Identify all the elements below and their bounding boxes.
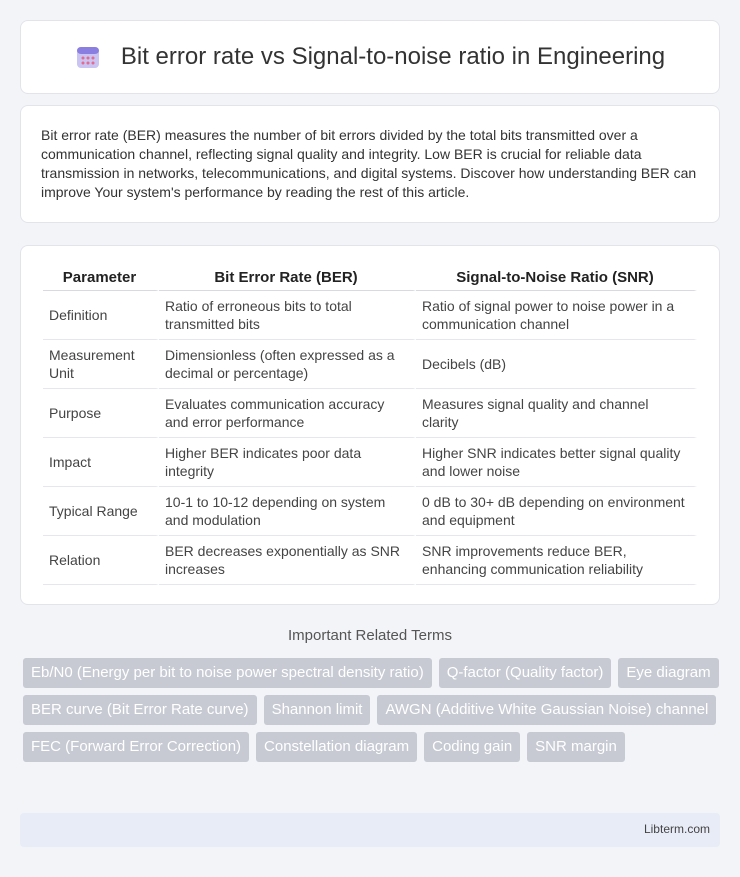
table-row xyxy=(43,536,697,585)
table-cell: Measurement Unit xyxy=(43,340,159,389)
intro-card xyxy=(20,105,720,223)
table-cell: Higher SNR indicates better signal quality and lower noise xyxy=(416,438,697,487)
term-tag[interactable]: Eye diagram xyxy=(618,658,718,688)
table-cell: BER decreases exponentially as SNR increases xyxy=(159,536,416,585)
table-row xyxy=(43,340,697,389)
table-cell: 0 dB to 30+ dB depending on environment and equipment xyxy=(416,487,697,536)
footer-site-link[interactable]: Libterm.com xyxy=(643,822,710,836)
comparison-table xyxy=(43,266,697,585)
table-row xyxy=(43,487,697,536)
table-cell: Evaluates communication accuracy and error performance xyxy=(159,389,416,438)
table-cell: Definition xyxy=(43,291,159,340)
table-cell: Decibels (dB) xyxy=(416,340,697,389)
table-cell: Relation xyxy=(43,536,159,585)
table-row xyxy=(43,389,697,438)
table-cell: Ratio of signal power to noise power in a communication channel xyxy=(416,291,697,340)
term-tag[interactable]: SNR margin xyxy=(527,732,625,762)
table-cell: Purpose xyxy=(43,389,159,438)
table-cell: Dimensionless (often expressed as a decimal or percentage) xyxy=(159,340,416,389)
comparison-card xyxy=(20,245,720,605)
related-terms-list xyxy=(23,658,723,762)
table-cell: Ratio of erroneous bits to total transmitted bits xyxy=(159,291,416,340)
table-header-row xyxy=(43,266,697,291)
term-tag[interactable]: AWGN (Additive White Gaussian Noise) channel xyxy=(377,695,716,725)
table-cell: Typical Range xyxy=(43,487,159,536)
term-tag[interactable]: Coding gain xyxy=(424,732,520,762)
column-header: Bit Error Rate (BER) xyxy=(159,266,416,291)
term-tag[interactable]: Shannon limit xyxy=(264,695,371,725)
term-tag[interactable]: Q-factor (Quality factor) xyxy=(439,658,612,688)
table-row xyxy=(43,438,697,487)
header-card xyxy=(20,20,720,94)
table-cell: 10-1 to 10-12 depending on system and modulation xyxy=(159,487,416,536)
column-header: Signal-to-Noise Ratio (SNR) xyxy=(416,266,697,291)
table-cell: SNR improvements reduce BER, enhancing communication reliability xyxy=(416,536,697,585)
footer xyxy=(20,813,720,847)
intro-paragraph: Bit error rate (BER) measures the number of bit errors divided by the total bits transmitted over a communication channel, reflecting signal quality and integrity. Low BER is crucial for reliable data transmission in networks, telecommunications, and digital systems. Discover how understanding BER can improve Your system's performance by reading the rest of this article. xyxy=(41,127,697,200)
related-terms-title: Important Related Terms xyxy=(288,627,452,644)
term-tag[interactable]: Eb/N0 (Energy per bit to noise power spectral density ratio) xyxy=(23,658,432,688)
table-cell: Impact xyxy=(43,438,159,487)
table-cell: Measures signal quality and channel clarity xyxy=(416,389,697,438)
calendar-grid-icon xyxy=(75,44,101,70)
table-row xyxy=(43,291,697,340)
column-header: Parameter xyxy=(43,266,159,291)
term-tag[interactable]: Constellation diagram xyxy=(256,732,417,762)
term-tag[interactable]: FEC (Forward Error Correction) xyxy=(23,732,249,762)
table-cell: Higher BER indicates poor data integrity xyxy=(159,438,416,487)
page-title: Bit error rate vs Signal-to-noise ratio in Engineering xyxy=(120,43,666,70)
term-tag[interactable]: BER curve (Bit Error Rate curve) xyxy=(23,695,257,725)
